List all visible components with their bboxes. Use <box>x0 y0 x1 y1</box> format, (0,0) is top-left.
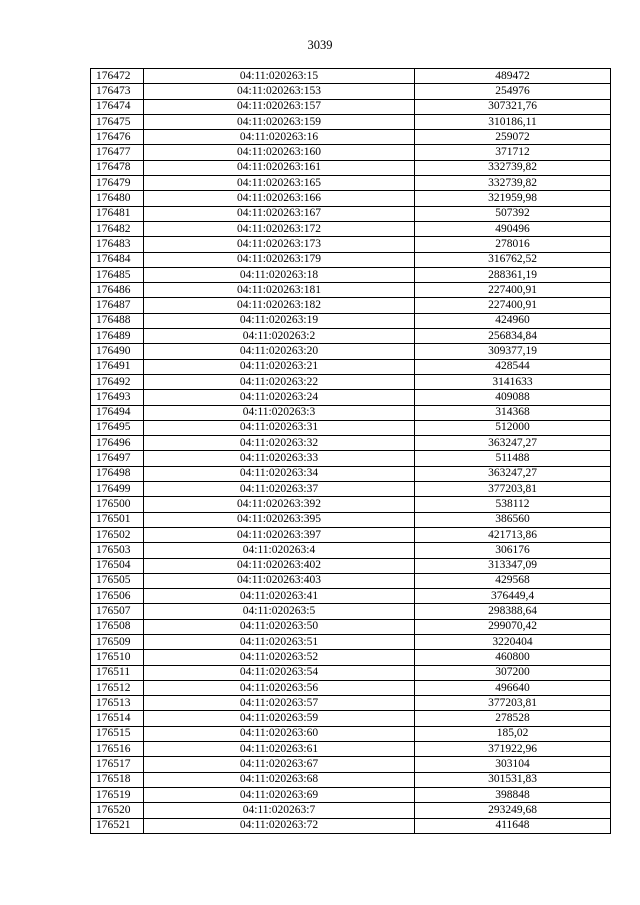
cadastral-number-cell: 04:11:020263:167 <box>144 206 415 221</box>
value-cell: 386560 <box>415 512 611 527</box>
cadastral-number-cell: 04:11:020263:34 <box>144 466 415 481</box>
cadastral-number-cell: 04:11:020263:403 <box>144 573 415 588</box>
table-row <box>91 803 611 818</box>
value-cell: 489472 <box>415 69 611 84</box>
row-number-cell: 176474 <box>91 99 144 114</box>
table-row <box>91 160 611 175</box>
cadastral-number-cell: 04:11:020263:57 <box>144 696 415 711</box>
value-cell: 421713,86 <box>415 527 611 542</box>
table-row <box>91 589 611 604</box>
table-row <box>91 69 611 84</box>
cadastral-number-cell: 04:11:020263:31 <box>144 420 415 435</box>
cadastral-number-cell: 04:11:020263:159 <box>144 114 415 129</box>
table-row <box>91 283 611 298</box>
cadastral-number-cell: 04:11:020263:5 <box>144 604 415 619</box>
table-row <box>91 573 611 588</box>
row-number-cell: 176507 <box>91 604 144 619</box>
table-row <box>91 390 611 405</box>
row-number-cell: 176502 <box>91 527 144 542</box>
cadastral-number-cell: 04:11:020263:59 <box>144 711 415 726</box>
value-cell: 376449,4 <box>415 589 611 604</box>
row-number-cell: 176499 <box>91 482 144 497</box>
value-cell: 259072 <box>415 130 611 145</box>
row-number-cell: 176478 <box>91 160 144 175</box>
cadastral-number-cell: 04:11:020263:153 <box>144 84 415 99</box>
row-number-cell: 176519 <box>91 787 144 802</box>
cadastral-number-cell: 04:11:020263:51 <box>144 634 415 649</box>
row-number-cell: 176503 <box>91 543 144 558</box>
row-number-cell: 176516 <box>91 742 144 757</box>
row-number-cell: 176513 <box>91 696 144 711</box>
table-row <box>91 359 611 374</box>
cadastral-number-cell: 04:11:020263:16 <box>144 130 415 145</box>
row-number-cell: 176497 <box>91 451 144 466</box>
cadastral-number-cell: 04:11:020263:3 <box>144 405 415 420</box>
cadastral-value-table <box>90 68 611 834</box>
value-cell: 278528 <box>415 711 611 726</box>
value-cell: 309377,19 <box>415 344 611 359</box>
cadastral-number-cell: 04:11:020263:69 <box>144 787 415 802</box>
value-cell: 377203,81 <box>415 482 611 497</box>
value-cell: 496640 <box>415 680 611 695</box>
row-number-cell: 176521 <box>91 818 144 833</box>
row-number-cell: 176515 <box>91 726 144 741</box>
cadastral-number-cell: 04:11:020263:41 <box>144 589 415 604</box>
row-number-cell: 176483 <box>91 237 144 252</box>
table-row <box>91 176 611 191</box>
table-row <box>91 527 611 542</box>
table-row <box>91 420 611 435</box>
value-cell: 490496 <box>415 221 611 236</box>
table-row <box>91 680 611 695</box>
table-row <box>91 405 611 420</box>
row-number-cell: 176481 <box>91 206 144 221</box>
table-row <box>91 298 611 313</box>
value-cell: 411648 <box>415 818 611 833</box>
table-row <box>91 329 611 344</box>
table-row <box>91 344 611 359</box>
cadastral-number-cell: 04:11:020263:60 <box>144 726 415 741</box>
cadastral-number-cell: 04:11:020263:157 <box>144 99 415 114</box>
row-number-cell: 176490 <box>91 344 144 359</box>
value-cell: 538112 <box>415 497 611 512</box>
row-number-cell: 176494 <box>91 405 144 420</box>
page-number: 3039 <box>307 38 333 52</box>
value-cell: 511488 <box>415 451 611 466</box>
value-cell: 293249,68 <box>415 803 611 818</box>
cadastral-number-cell: 04:11:020263:18 <box>144 267 415 282</box>
table-row <box>91 772 611 787</box>
table-row <box>91 451 611 466</box>
cadastral-number-cell: 04:11:020263:20 <box>144 344 415 359</box>
row-number-cell: 176479 <box>91 176 144 191</box>
value-cell: 429568 <box>415 573 611 588</box>
row-number-cell: 176488 <box>91 313 144 328</box>
value-cell: 512000 <box>415 420 611 435</box>
table-row <box>91 252 611 267</box>
cadastral-number-cell: 04:11:020263:72 <box>144 818 415 833</box>
value-cell: 377203,81 <box>415 696 611 711</box>
row-number-cell: 176508 <box>91 619 144 634</box>
table-row <box>91 436 611 451</box>
table-row <box>91 237 611 252</box>
table-row <box>91 145 611 160</box>
cadastral-number-cell: 04:11:020263:33 <box>144 451 415 466</box>
row-number-cell: 176498 <box>91 466 144 481</box>
cadastral-number-cell: 04:11:020263:7 <box>144 803 415 818</box>
cadastral-number-cell: 04:11:020263:397 <box>144 527 415 542</box>
cadastral-number-cell: 04:11:020263:395 <box>144 512 415 527</box>
cadastral-number-cell: 04:11:020263:52 <box>144 650 415 665</box>
row-number-cell: 176477 <box>91 145 144 160</box>
value-cell: 371712 <box>415 145 611 160</box>
value-cell: 460800 <box>415 650 611 665</box>
table-row <box>91 482 611 497</box>
row-number-cell: 176485 <box>91 267 144 282</box>
table-row <box>91 206 611 221</box>
value-cell: 409088 <box>415 390 611 405</box>
table-row <box>91 84 611 99</box>
table-row <box>91 313 611 328</box>
table-row <box>91 665 611 680</box>
row-number-cell: 176487 <box>91 298 144 313</box>
table-row <box>91 787 611 802</box>
cadastral-number-cell: 04:11:020263:56 <box>144 680 415 695</box>
row-number-cell: 176500 <box>91 497 144 512</box>
table-row <box>91 267 611 282</box>
row-number-cell: 176489 <box>91 329 144 344</box>
value-cell: 256834,84 <box>415 329 611 344</box>
value-cell: 363247,27 <box>415 436 611 451</box>
cadastral-number-cell: 04:11:020263:161 <box>144 160 415 175</box>
cadastral-number-cell: 04:11:020263:15 <box>144 69 415 84</box>
row-number-cell: 176480 <box>91 191 144 206</box>
table-row <box>91 558 611 573</box>
value-cell: 227400,91 <box>415 298 611 313</box>
cadastral-number-cell: 04:11:020263:165 <box>144 176 415 191</box>
value-cell: 303104 <box>415 757 611 772</box>
table-row <box>91 221 611 236</box>
cadastral-number-cell: 04:11:020263:37 <box>144 482 415 497</box>
value-cell: 3141633 <box>415 374 611 389</box>
table-row <box>91 99 611 114</box>
value-cell: 288361,19 <box>415 267 611 282</box>
cadastral-number-cell: 04:11:020263:67 <box>144 757 415 772</box>
row-number-cell: 176510 <box>91 650 144 665</box>
value-cell: 254976 <box>415 84 611 99</box>
row-number-cell: 176475 <box>91 114 144 129</box>
row-number-cell: 176512 <box>91 680 144 695</box>
row-number-cell: 176486 <box>91 283 144 298</box>
table-row <box>91 543 611 558</box>
value-cell: 332739,82 <box>415 160 611 175</box>
table-row <box>91 130 611 145</box>
row-number-cell: 176496 <box>91 436 144 451</box>
value-cell: 301531,83 <box>415 772 611 787</box>
value-cell: 363247,27 <box>415 466 611 481</box>
row-number-cell: 176493 <box>91 390 144 405</box>
value-cell: 428544 <box>415 359 611 374</box>
row-number-cell: 176509 <box>91 634 144 649</box>
value-cell: 307321,76 <box>415 99 611 114</box>
row-number-cell: 176520 <box>91 803 144 818</box>
table-row <box>91 696 611 711</box>
cadastral-number-cell: 04:11:020263:181 <box>144 283 415 298</box>
value-cell: 398848 <box>415 787 611 802</box>
row-number-cell: 176514 <box>91 711 144 726</box>
table-row <box>91 114 611 129</box>
row-number-cell: 176484 <box>91 252 144 267</box>
value-cell: 298388,64 <box>415 604 611 619</box>
cadastral-number-cell: 04:11:020263:24 <box>144 390 415 405</box>
value-cell: 313347,09 <box>415 558 611 573</box>
cadastral-number-cell: 04:11:020263:2 <box>144 329 415 344</box>
value-cell: 332739,82 <box>415 176 611 191</box>
value-cell: 314368 <box>415 405 611 420</box>
cadastral-number-cell: 04:11:020263:32 <box>144 436 415 451</box>
value-cell: 278016 <box>415 237 611 252</box>
cadastral-number-cell: 04:11:020263:22 <box>144 374 415 389</box>
row-number-cell: 176506 <box>91 589 144 604</box>
table-row <box>91 374 611 389</box>
value-cell: 299070,42 <box>415 619 611 634</box>
value-cell: 306176 <box>415 543 611 558</box>
value-cell: 227400,91 <box>415 283 611 298</box>
row-number-cell: 176472 <box>91 69 144 84</box>
cadastral-number-cell: 04:11:020263:392 <box>144 497 415 512</box>
value-cell: 371922,96 <box>415 742 611 757</box>
table-row <box>91 619 611 634</box>
value-cell: 424960 <box>415 313 611 328</box>
table-row <box>91 604 611 619</box>
table-row <box>91 742 611 757</box>
row-number-cell: 176492 <box>91 374 144 389</box>
cadastral-number-cell: 04:11:020263:173 <box>144 237 415 252</box>
table-row <box>91 191 611 206</box>
value-cell: 307200 <box>415 665 611 680</box>
row-number-cell: 176482 <box>91 221 144 236</box>
cadastral-number-cell: 04:11:020263:402 <box>144 558 415 573</box>
value-cell: 507392 <box>415 206 611 221</box>
row-number-cell: 176495 <box>91 420 144 435</box>
row-number-cell: 176504 <box>91 558 144 573</box>
row-number-cell: 176505 <box>91 573 144 588</box>
table-row <box>91 497 611 512</box>
row-number-cell: 176517 <box>91 757 144 772</box>
value-cell: 316762,52 <box>415 252 611 267</box>
cadastral-number-cell: 04:11:020263:68 <box>144 772 415 787</box>
table-row <box>91 650 611 665</box>
cadastral-number-cell: 04:11:020263:4 <box>144 543 415 558</box>
cadastral-number-cell: 04:11:020263:50 <box>144 619 415 634</box>
row-number-cell: 176501 <box>91 512 144 527</box>
value-cell: 3220404 <box>415 634 611 649</box>
table-row <box>91 634 611 649</box>
cadastral-number-cell: 04:11:020263:61 <box>144 742 415 757</box>
cadastral-number-cell: 04:11:020263:21 <box>144 359 415 374</box>
row-number-cell: 176518 <box>91 772 144 787</box>
table-row <box>91 711 611 726</box>
row-number-cell: 176476 <box>91 130 144 145</box>
table-row <box>91 818 611 833</box>
table-row <box>91 512 611 527</box>
value-cell: 185,02 <box>415 726 611 741</box>
cadastral-number-cell: 04:11:020263:172 <box>144 221 415 236</box>
cadastral-number-cell: 04:11:020263:54 <box>144 665 415 680</box>
row-number-cell: 176511 <box>91 665 144 680</box>
table-row <box>91 466 611 481</box>
cadastral-number-cell: 04:11:020263:179 <box>144 252 415 267</box>
cadastral-number-cell: 04:11:020263:160 <box>144 145 415 160</box>
table-row <box>91 757 611 772</box>
cadastral-number-cell: 04:11:020263:166 <box>144 191 415 206</box>
table-body <box>91 69 611 834</box>
cadastral-number-cell: 04:11:020263:19 <box>144 313 415 328</box>
cadastral-number-cell: 04:11:020263:182 <box>144 298 415 313</box>
row-number-cell: 176491 <box>91 359 144 374</box>
value-cell: 310186,11 <box>415 114 611 129</box>
value-cell: 321959,98 <box>415 191 611 206</box>
table-row <box>91 726 611 741</box>
row-number-cell: 176473 <box>91 84 144 99</box>
